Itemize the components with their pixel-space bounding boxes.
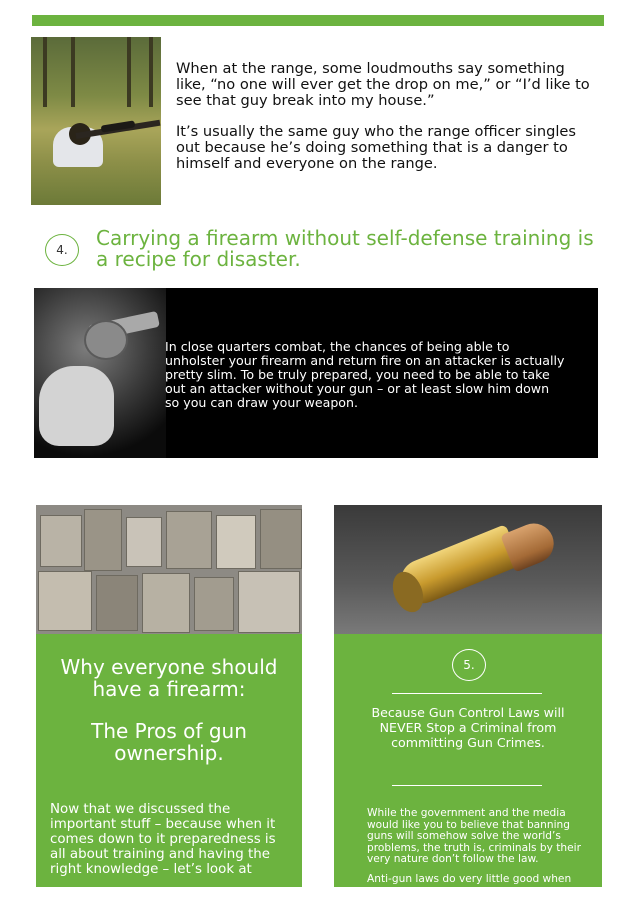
pros-box-body: Now that we discussed the important stuff – because when it comes down to it preparedness is all about training and having the right knowledge – let’s look at bbox=[50, 802, 276, 877]
section-5-body-1: While the government and the media would like you to believe that banning guns will somehow solve the world’s problems, the truth is, criminals by their very nature don’t follow the law. bbox=[367, 807, 581, 865]
section-number-4: 4. bbox=[45, 234, 79, 266]
pros-box bbox=[36, 634, 302, 887]
range-paragraph-2: It’s usually the same guy who the range officer singles out because he’s doing something that is a danger to himself and everyone on the range. bbox=[176, 123, 576, 172]
divider-bottom bbox=[392, 785, 542, 786]
section-number-5: 5. bbox=[452, 649, 486, 681]
training-panel bbox=[34, 288, 598, 458]
city-photo bbox=[36, 505, 302, 635]
pros-box-title: Why everyone should have a firearm: bbox=[60, 655, 278, 701]
pros-box-subtitle: The Pros of gun ownership. bbox=[91, 719, 247, 765]
shooter-photo bbox=[31, 37, 161, 205]
training-panel-text: In close quarters combat, the chances of being able to unholster your firearm and return fire on an attacker is actually pretty slim. To be truly prepared, you need to be able to take out an attacker without your gun – or at least slow him down so you can draw your weapon. bbox=[165, 339, 565, 410]
top-accent-bar bbox=[32, 15, 604, 26]
section-4-heading: Carrying a firearm without self-defense training is a recipe for disaster. bbox=[96, 226, 594, 271]
bullet-photo bbox=[334, 505, 602, 635]
revolver-photo bbox=[34, 288, 166, 458]
section-5-body-2: Anti-gun laws do very little good when bbox=[367, 873, 572, 885]
section-5-box bbox=[334, 634, 602, 887]
range-paragraph-1: When at the range, some loudmouths say something like, “no one will ever get the drop on me,” or “I’d like to see that guy break into my house.” bbox=[176, 60, 590, 109]
section-5-quote: Because Gun Control Laws will NEVER Stop a Criminal from committing Gun Crimes. bbox=[371, 705, 565, 750]
divider-top bbox=[392, 693, 542, 694]
